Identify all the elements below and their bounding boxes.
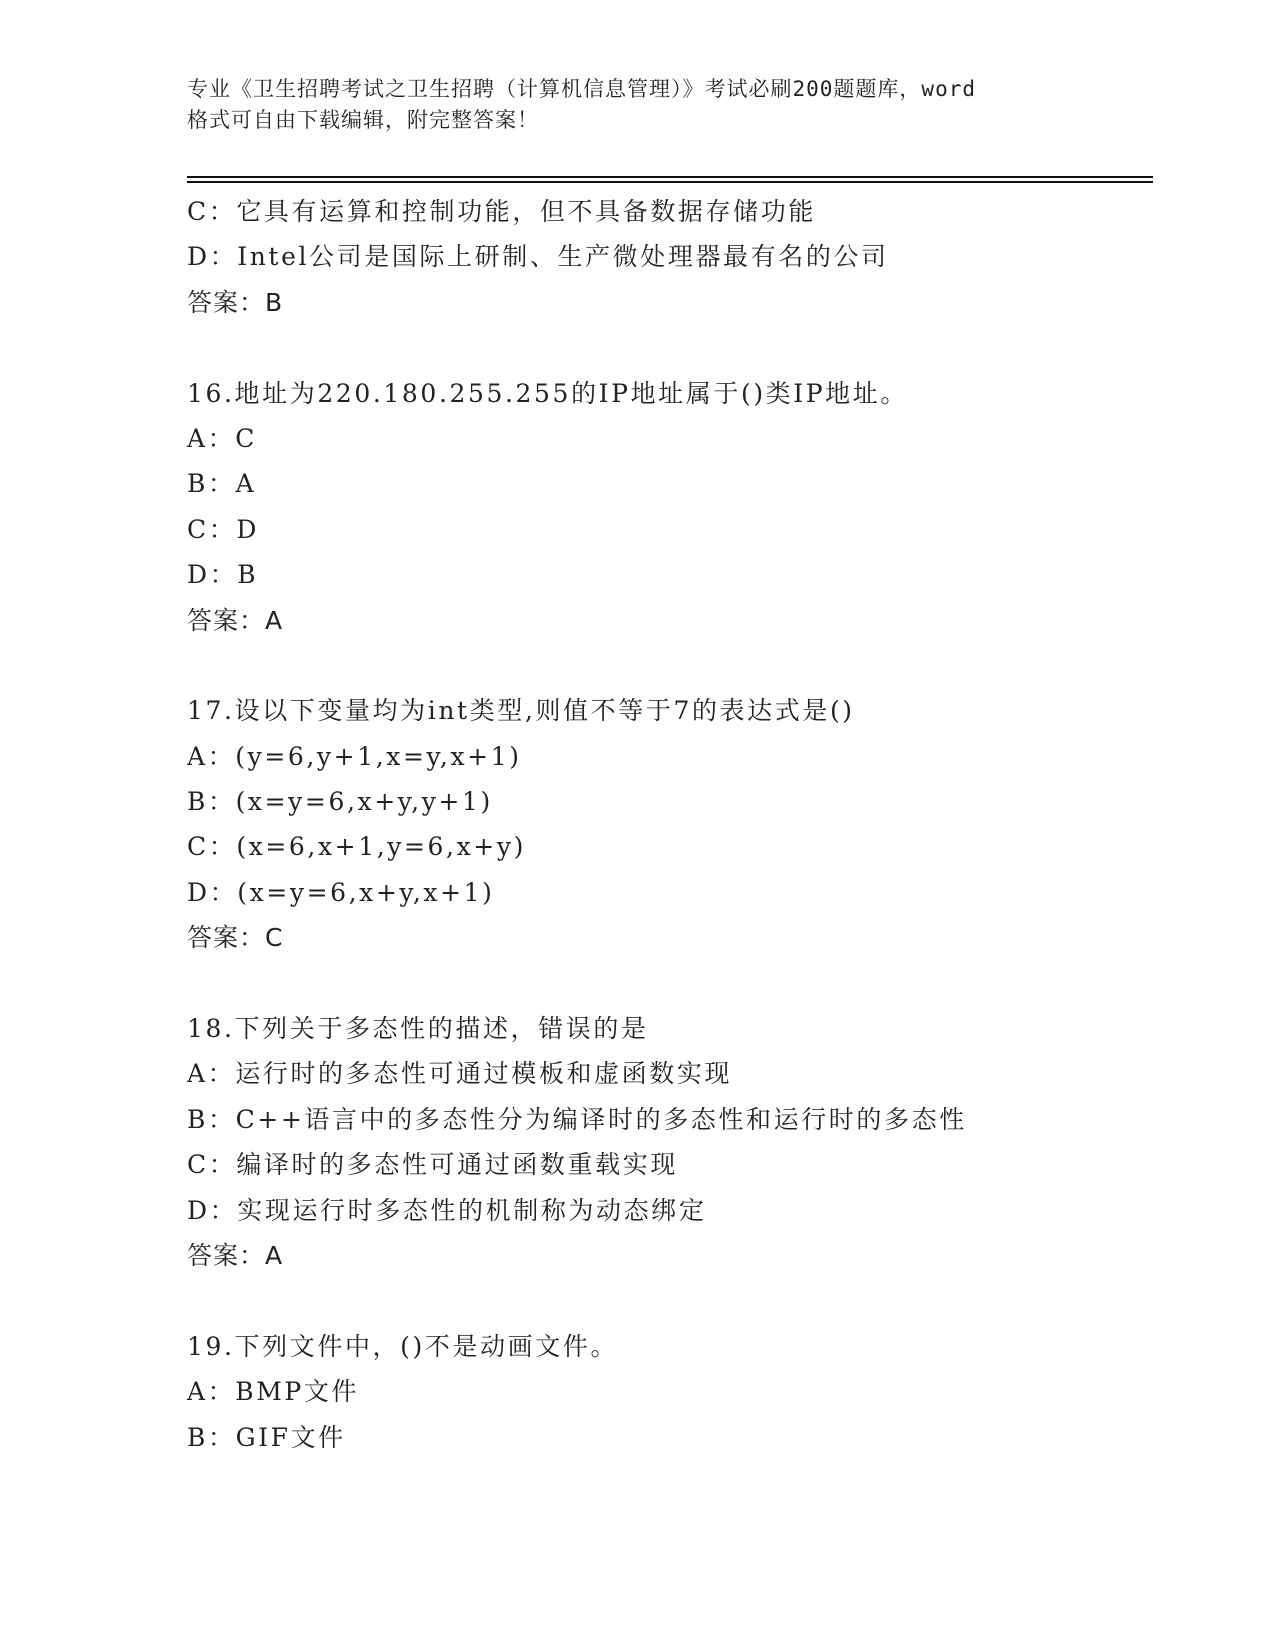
option-d: D：Intel公司是国际上研制、生产微处理器最有名的公司 <box>187 242 889 272</box>
option-a: A：BMP文件 <box>187 1377 360 1407</box>
question-list <box>187 189 1153 1460</box>
answer-line: 答案：A <box>187 605 284 635</box>
option-b: B：(x=y=6,x+y,y+1) <box>187 787 493 817</box>
answer-line: 答案：C <box>187 923 284 953</box>
question-stem: 18.下列关于多态性的描述，错误的是 <box>187 1014 649 1044</box>
header-divider-top <box>187 176 1153 178</box>
option-c: C：编译时的多态性可通过函数重载实现 <box>187 1150 678 1180</box>
option-b: B：A <box>187 469 257 499</box>
option-c: C：它具有运算和控制功能，但不具备数据存储功能 <box>187 197 816 226</box>
question-spacer <box>187 1278 1153 1323</box>
question-19 <box>187 1324 1153 1460</box>
header-divider-bottom <box>187 181 1153 183</box>
question-stem: 19.下列文件中，()不是动画文件。 <box>187 1331 619 1361</box>
option-a: A：C <box>187 423 257 453</box>
question-17 <box>187 688 1153 960</box>
document-header <box>187 74 1087 136</box>
question-15-continued <box>187 189 1153 325</box>
question-stem: 17.设以下变量均为int类型,则值不等于7的表达式是() <box>187 696 855 726</box>
option-d: D：实现运行时多态性的机制称为动态绑定 <box>187 1195 707 1225</box>
option-d: D：B <box>187 560 259 590</box>
header-line-1: 专业《卫生招聘考试之卫生招聘（计算机信息管理）》考试必刷200题题库，word <box>187 77 976 101</box>
answer-line: 答案：B <box>187 287 284 317</box>
option-b: B：GIF文件 <box>187 1422 346 1452</box>
question-spacer <box>187 961 1153 1006</box>
header-line-2: 格式可自由下载编辑，附完整答案！ <box>187 108 539 132</box>
question-spacer <box>187 643 1153 688</box>
option-c: C：(x=6,x+1,y=6,x+y) <box>187 832 526 862</box>
option-c: C：D <box>187 514 259 544</box>
answer-line: 答案：A <box>187 1240 284 1270</box>
option-a: A：运行时的多态性可通过模板和虚函数实现 <box>187 1059 733 1089</box>
question-stem: 16.地址为220.180.255.255的IP地址属于()类IP地址。 <box>187 378 908 408</box>
option-a: A：(y=6,y+1,x=y,x+1) <box>187 741 522 771</box>
option-b: B：C++语言中的多态性分为编译时的多态性和运行时的多态性 <box>187 1104 967 1134</box>
option-d: D：(x=y=6,x+y,x+1) <box>187 877 495 907</box>
question-18 <box>187 1006 1153 1278</box>
question-16 <box>187 371 1153 643</box>
question-spacer <box>187 325 1153 370</box>
